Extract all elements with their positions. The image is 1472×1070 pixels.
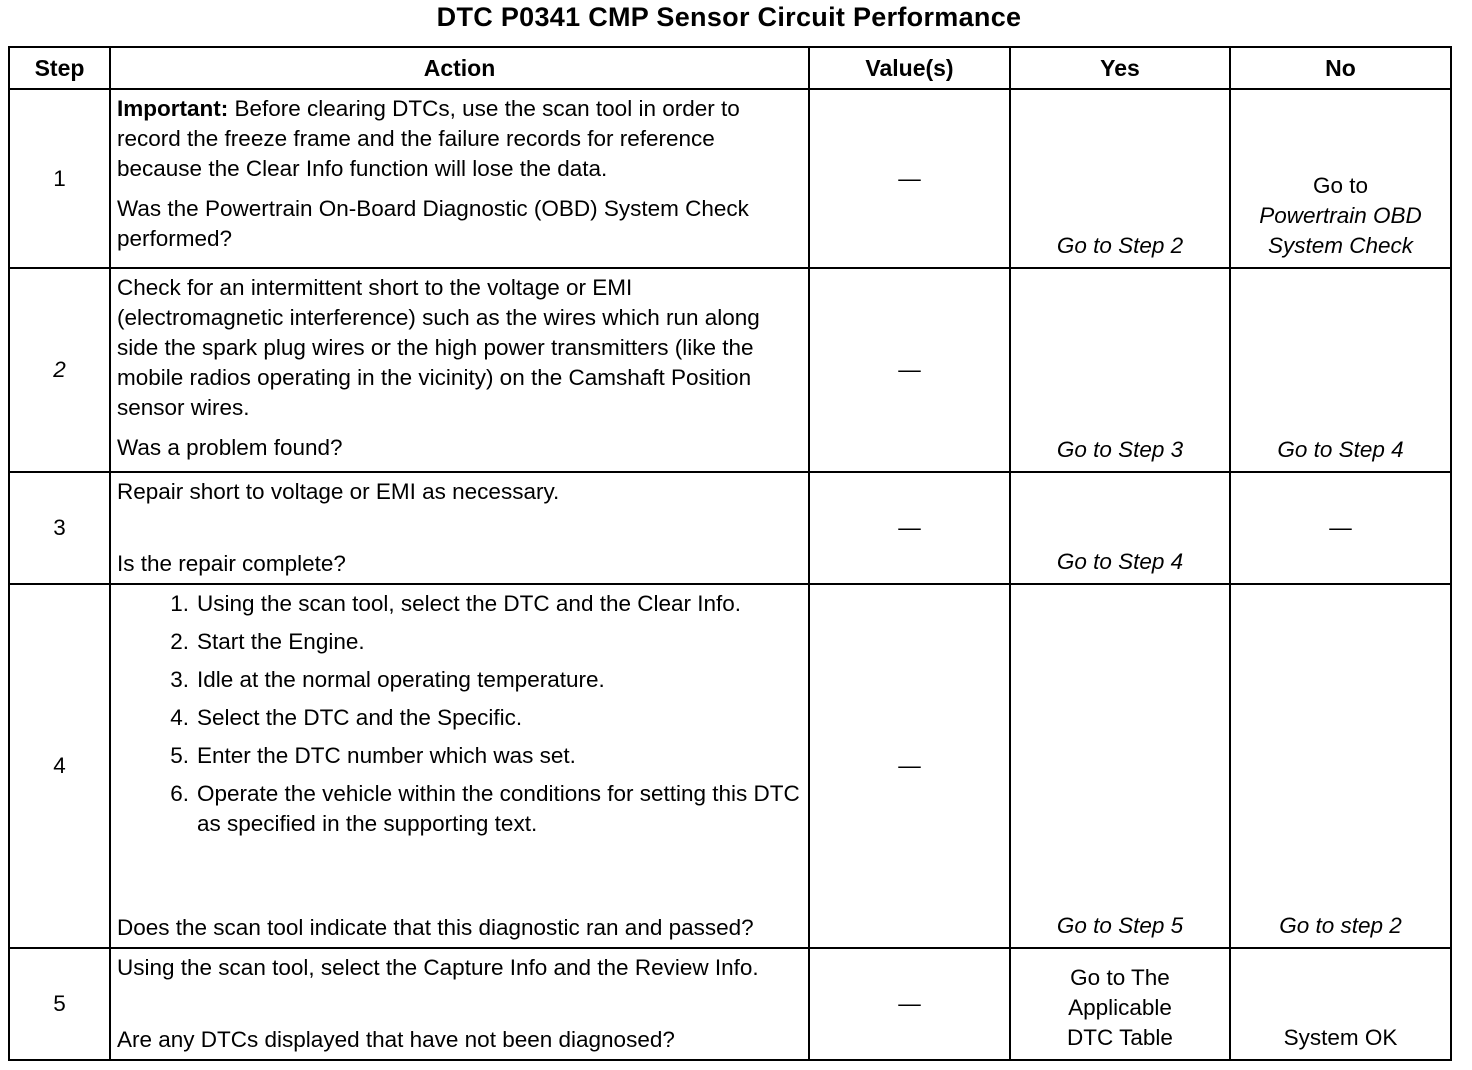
step-number: 4 bbox=[9, 584, 110, 948]
list-item: 3. Idle at the normal operating temperature. bbox=[170, 667, 605, 692]
table-row bbox=[9, 584, 1451, 948]
no-cell: — bbox=[1230, 472, 1451, 584]
no-cell: Go to Step 4 bbox=[1230, 268, 1451, 472]
value-cell: — bbox=[809, 268, 1010, 472]
list-item: 2. Start the Engine. bbox=[170, 629, 365, 654]
column-header-action: Action bbox=[110, 47, 809, 89]
action-question: Was a problem found? bbox=[117, 435, 343, 460]
table-row bbox=[9, 948, 1451, 1060]
step-number: 5 bbox=[9, 948, 110, 1060]
no-text-line1: Go to bbox=[1312, 173, 1369, 198]
yes-cell: Go to The Applicable DTC Table bbox=[1010, 948, 1230, 1060]
list-item: 6. Operate the vehicle within the conditions for setting this DTC as specified in the supporting text. bbox=[170, 781, 800, 836]
value-cell: — bbox=[809, 584, 1010, 948]
action-cell bbox=[110, 268, 809, 472]
step-number: 3 bbox=[9, 472, 110, 584]
action-text: Repair short to voltage or EMI as necessary. bbox=[117, 479, 560, 504]
list-item: 4. Select the DTC and the Specific. bbox=[170, 705, 523, 730]
no-cell: Go to step 2 bbox=[1230, 584, 1451, 948]
important-label: Important: bbox=[117, 96, 229, 121]
action-question: Are any DTCs displayed that have not been diagnosed? bbox=[117, 1027, 675, 1052]
action-text: Using the scan tool, select the Capture Info and the Review Info. bbox=[117, 955, 759, 980]
page-title: DTC P0341 CMP Sensor Circuit Performance bbox=[436, 2, 1022, 32]
value-cell: — bbox=[809, 948, 1010, 1060]
table-row bbox=[9, 268, 1451, 472]
table-header-row bbox=[9, 47, 1451, 89]
yes-cell: Go to Step 5 bbox=[1010, 584, 1230, 948]
yes-cell: Go to Step 4 bbox=[1010, 472, 1230, 584]
action-cell bbox=[110, 89, 809, 268]
column-header-no: No bbox=[1230, 47, 1451, 89]
yes-cell: Go to Step 2 bbox=[1010, 89, 1230, 268]
no-cell bbox=[1230, 89, 1451, 268]
important-text: Before clearing DTCs, use the scan tool in order to record the freeze frame and the failure records for reference because the Clear Info function will lose the data. bbox=[117, 96, 740, 181]
action-cell bbox=[110, 948, 809, 1060]
action-question: Does the scan tool indicate that this diagnostic ran and passed? bbox=[117, 915, 754, 940]
procedure-list bbox=[117, 589, 802, 839]
step-number: 1 bbox=[9, 89, 110, 268]
action-cell bbox=[110, 472, 809, 584]
important-note bbox=[117, 94, 802, 184]
yes-cell: Go to Step 3 bbox=[1010, 268, 1230, 472]
step-number: 2 bbox=[9, 268, 110, 472]
column-header-values: Value(s) bbox=[809, 47, 1010, 89]
list-item: 5. Enter the DTC number which was set. bbox=[170, 743, 576, 768]
list-item: 1. Using the scan tool, select the DTC and the Clear Info. bbox=[170, 591, 742, 616]
action-question: Is the repair complete? bbox=[117, 551, 346, 576]
table-row bbox=[9, 472, 1451, 584]
action-text: Check for an intermittent short to the voltage or EMI (electromagnetic interference) such as the wires which run along side the spark plug wires or the high power transmitters (like the mobile radios operating in the vicinity) on the Camshaft Position sensor wires. bbox=[117, 275, 760, 420]
column-header-yes: Yes bbox=[1010, 47, 1230, 89]
value-cell: — bbox=[809, 89, 1010, 268]
table-row bbox=[9, 89, 1451, 268]
action-cell bbox=[110, 584, 809, 948]
no-cell: System OK bbox=[1230, 948, 1451, 1060]
value-cell: — bbox=[809, 472, 1010, 584]
diagnostic-table bbox=[8, 46, 1452, 1061]
action-question: Was the Powertrain On-Board Diagnostic (OBD) System Check performed? bbox=[117, 196, 749, 251]
column-header-step: Step bbox=[9, 47, 110, 89]
no-text-line2: Powertrain OBD System Check bbox=[1259, 203, 1422, 258]
